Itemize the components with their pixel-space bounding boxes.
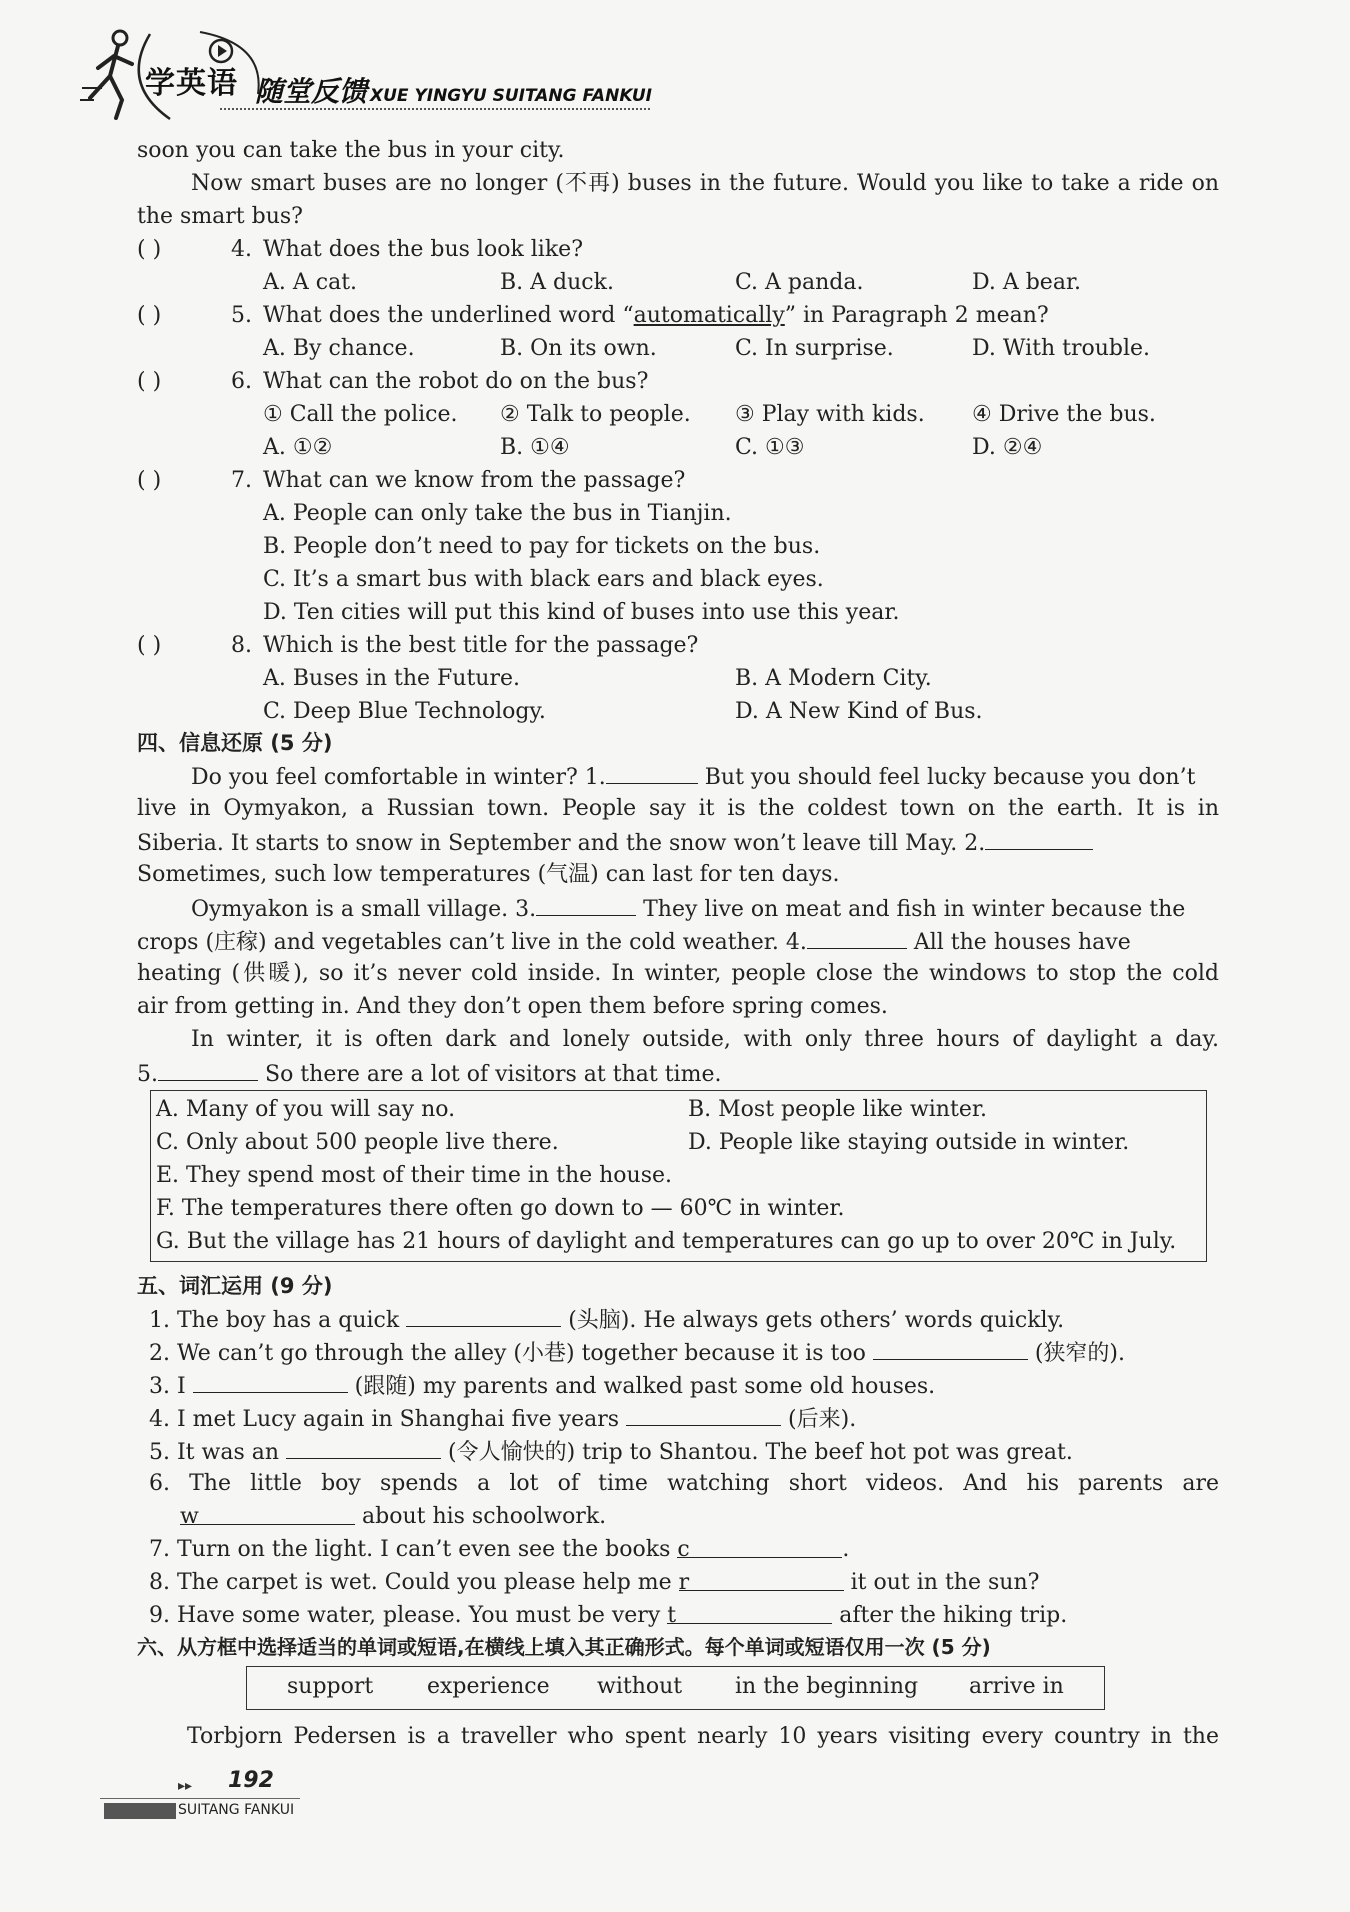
passage-line: soon you can take the bus in your city. <box>137 138 565 163</box>
passage-line: Oymyakon is a small village. 3. They live on meat and fish in winter because the <box>191 893 1185 925</box>
section-title: 四、信息还原 (5 分) <box>137 731 333 755</box>
answer-blank[interactable] <box>180 1502 355 1529</box>
box-option: C. Only about 500 people live there. <box>156 1130 559 1155</box>
box-option: E. They spend most of their time in the house. <box>156 1163 673 1188</box>
vocab-item: w about his schoolwork. <box>180 1504 607 1529</box>
word-option: arrive in <box>969 1674 1064 1699</box>
box-option: F. The temperatures there often go down to — 60℃ in winter. <box>156 1196 845 1221</box>
option: B. People don’t need to pay for tickets on the bus. <box>263 534 821 559</box>
vocab-item: 4. I met Lucy again in Shanghai five years (后来). <box>149 1403 856 1435</box>
question-number: 6. <box>231 369 252 394</box>
vocab-item: 5. It was an (令人愉快的) trip to Shantou. The beef hot pot was great. <box>149 1436 1073 1468</box>
answer-blank[interactable] <box>807 926 907 949</box>
header-title-en: XUE YINGYU SUITANG FANKUI <box>370 86 653 106</box>
option: B. ①④ <box>500 435 570 460</box>
option: D. A bear. <box>972 270 1082 295</box>
answer-blank[interactable] <box>536 893 636 916</box>
choice-item: ④ Drive the bus. <box>972 402 1156 427</box>
option: A. By chance. <box>263 336 415 361</box>
question-number: 8. <box>231 633 252 658</box>
option: B. On its own. <box>500 336 657 361</box>
blank-number: 1. <box>584 765 606 790</box>
option: C. It’s a smart bus with black ears and black eyes. <box>263 567 824 592</box>
section-title: 六、从方框中选择适当的单词或短语,在横线上填入其正确形式。每个单词或短语仅用一次 (5 分) <box>137 1635 991 1659</box>
vocab-item: 3. I (跟随) my parents and walked past some old houses. <box>149 1370 935 1402</box>
header-rule <box>220 108 650 110</box>
answer-blank[interactable] <box>678 1568 844 1595</box>
option: A. ①② <box>263 435 333 460</box>
option: C. ①③ <box>735 435 805 460</box>
choice-item: ② Talk to people. <box>500 402 691 427</box>
passage-line: Now smart buses are no longer (不再) buses in the future. Would you like to take a ride on <box>191 171 1219 196</box>
passage-line: 5. So there are a lot of visitors at that time. <box>137 1058 721 1090</box>
blank-letter: w <box>180 1504 199 1529</box>
answer-blank[interactable] <box>158 1058 258 1081</box>
word-option: experience <box>427 1674 550 1699</box>
word-option: in the beginning <box>735 1674 919 1699</box>
option: C. In surprise. <box>735 336 894 361</box>
answer-blank[interactable] <box>677 1535 842 1562</box>
box-option: G. But the village has 21 hours of daylight and temperatures can go up to over 20℃ in July. <box>156 1229 1177 1254</box>
option: D. With trouble. <box>972 336 1151 361</box>
word-option: support <box>287 1674 374 1699</box>
answer-blank[interactable] <box>667 1601 832 1628</box>
box-option: D. People like staying outside in winter. <box>688 1130 1130 1155</box>
blank-letter: c <box>677 1537 690 1562</box>
vocab-item: 7. Turn on the light. I can’t even see the books c . <box>149 1537 850 1562</box>
vocab-item: 6. The little boy spends a lot of time watching short videos. And his parents are <box>149 1471 1219 1496</box>
passage-line: Torbjorn Pedersen is a traveller who spent nearly 10 years visiting every country in the <box>187 1724 1219 1749</box>
choice-item: ③ Play with kids. <box>735 402 925 427</box>
blank-letter: r <box>678 1570 690 1595</box>
vocab-item: 8. The carpet is wet. Could you please help me r it out in the sun? <box>149 1570 1040 1595</box>
passage-line: the smart bus? <box>137 204 303 229</box>
answer-blank[interactable] <box>193 1370 348 1393</box>
answer-blank[interactable] <box>985 827 1093 850</box>
passage-line: heating (供暖), so it’s never cold inside. In winter, people close the windows to stop the cold <box>137 961 1219 986</box>
blank-number: 4. <box>785 930 807 955</box>
passage-line: Do you feel comfortable in winter? 1. But you should feel lucky because you don’t <box>191 761 1195 793</box>
option: D. ②④ <box>972 435 1043 460</box>
passage-line: In winter, it is often dark and lonely outside, with only three hours of daylight a day. <box>191 1027 1219 1052</box>
question-stem: What does the underlined word “automatically” in Paragraph 2 mean? <box>263 303 1049 328</box>
answer-paren[interactable]: ( ) <box>137 369 162 394</box>
box-option: B. Most people like winter. <box>688 1097 987 1122</box>
page-header <box>70 20 670 125</box>
option: A. A cat. <box>263 270 358 295</box>
answer-blank[interactable] <box>406 1304 561 1327</box>
vocab-item: 9. Have some water, please. You must be very t after the hiking trip. <box>149 1603 1068 1628</box>
footer-rule <box>100 1798 300 1799</box>
answer-paren[interactable]: ( ) <box>137 468 162 493</box>
option: C. Deep Blue Technology. <box>263 699 546 724</box>
option: C. A panda. <box>735 270 864 295</box>
word-box <box>246 1666 1105 1710</box>
question-number: 5. <box>231 303 252 328</box>
passage-line: Siberia. It starts to snow in September and the snow won’t leave till May. 2. <box>137 827 1219 859</box>
answer-blank[interactable] <box>626 1403 781 1426</box>
double-arrow-icon: ▸▸ <box>178 1778 193 1794</box>
question-stem: What can we know from the passage? <box>263 468 686 493</box>
option: A. Buses in the Future. <box>263 666 520 691</box>
blank-number: 3. <box>515 897 537 922</box>
option: D. Ten cities will put this kind of buses into use this year. <box>263 600 900 625</box>
blank-number: 2. <box>964 831 986 856</box>
question-stem: Which is the best title for the passage? <box>263 633 699 658</box>
question-stem: What can the robot do on the bus? <box>263 369 649 394</box>
vocab-item: 2. We can’t go through the alley (小巷) together because it is too (狭窄的). <box>149 1337 1125 1369</box>
footer-logo <box>104 1803 176 1819</box>
answer-blank[interactable] <box>606 761 698 784</box>
question-number: 7. <box>231 468 252 493</box>
question-stem: What does the bus look like? <box>263 237 583 262</box>
passage-line: Sometimes, such low temperatures (气温) can last for ten days. <box>137 862 840 887</box>
answer-paren[interactable]: ( ) <box>137 633 162 658</box>
word-option: without <box>597 1674 683 1699</box>
option: A. People can only take the bus in Tianjin. <box>263 501 732 526</box>
header-title-cn2: 随堂反馈 <box>255 75 368 108</box>
vocab-item: 1. The boy has a quick (头脑). He always gets others’ words quickly. <box>149 1304 1064 1336</box>
option: B. A Modern City. <box>735 666 932 691</box>
passage-line: crops (庄稼) and vegetables can’t live in the cold weather. 4. All the houses have <box>137 926 1131 958</box>
passage-line: air from getting in. And they don’t open them before spring comes. <box>137 994 888 1019</box>
blank-number: 5. <box>137 1062 158 1087</box>
option: D. A New Kind of Bus. <box>735 699 983 724</box>
box-option: A. Many of you will say no. <box>156 1097 456 1122</box>
section-title: 五、词汇运用 (9 分) <box>137 1274 333 1298</box>
answer-blank[interactable] <box>873 1337 1028 1360</box>
answer-paren[interactable]: ( ) <box>137 303 162 328</box>
footer-brand: SUITANG FANKUI <box>178 1802 295 1818</box>
choice-item: ① Call the police. <box>263 402 458 427</box>
passage-line: live in Oymyakon, a Russian town. People say it is the coldest town on the earth. It is in <box>137 796 1219 821</box>
answer-blank[interactable] <box>286 1436 441 1459</box>
underlined-word: automatically <box>633 303 785 328</box>
question-number: 4. <box>231 237 252 262</box>
header-title-cn: 学英语 <box>145 66 238 101</box>
blank-letter: t <box>667 1603 677 1628</box>
answer-paren[interactable]: ( ) <box>137 237 162 262</box>
option: B. A duck. <box>500 270 614 295</box>
page-number: 192 <box>228 1768 274 1793</box>
